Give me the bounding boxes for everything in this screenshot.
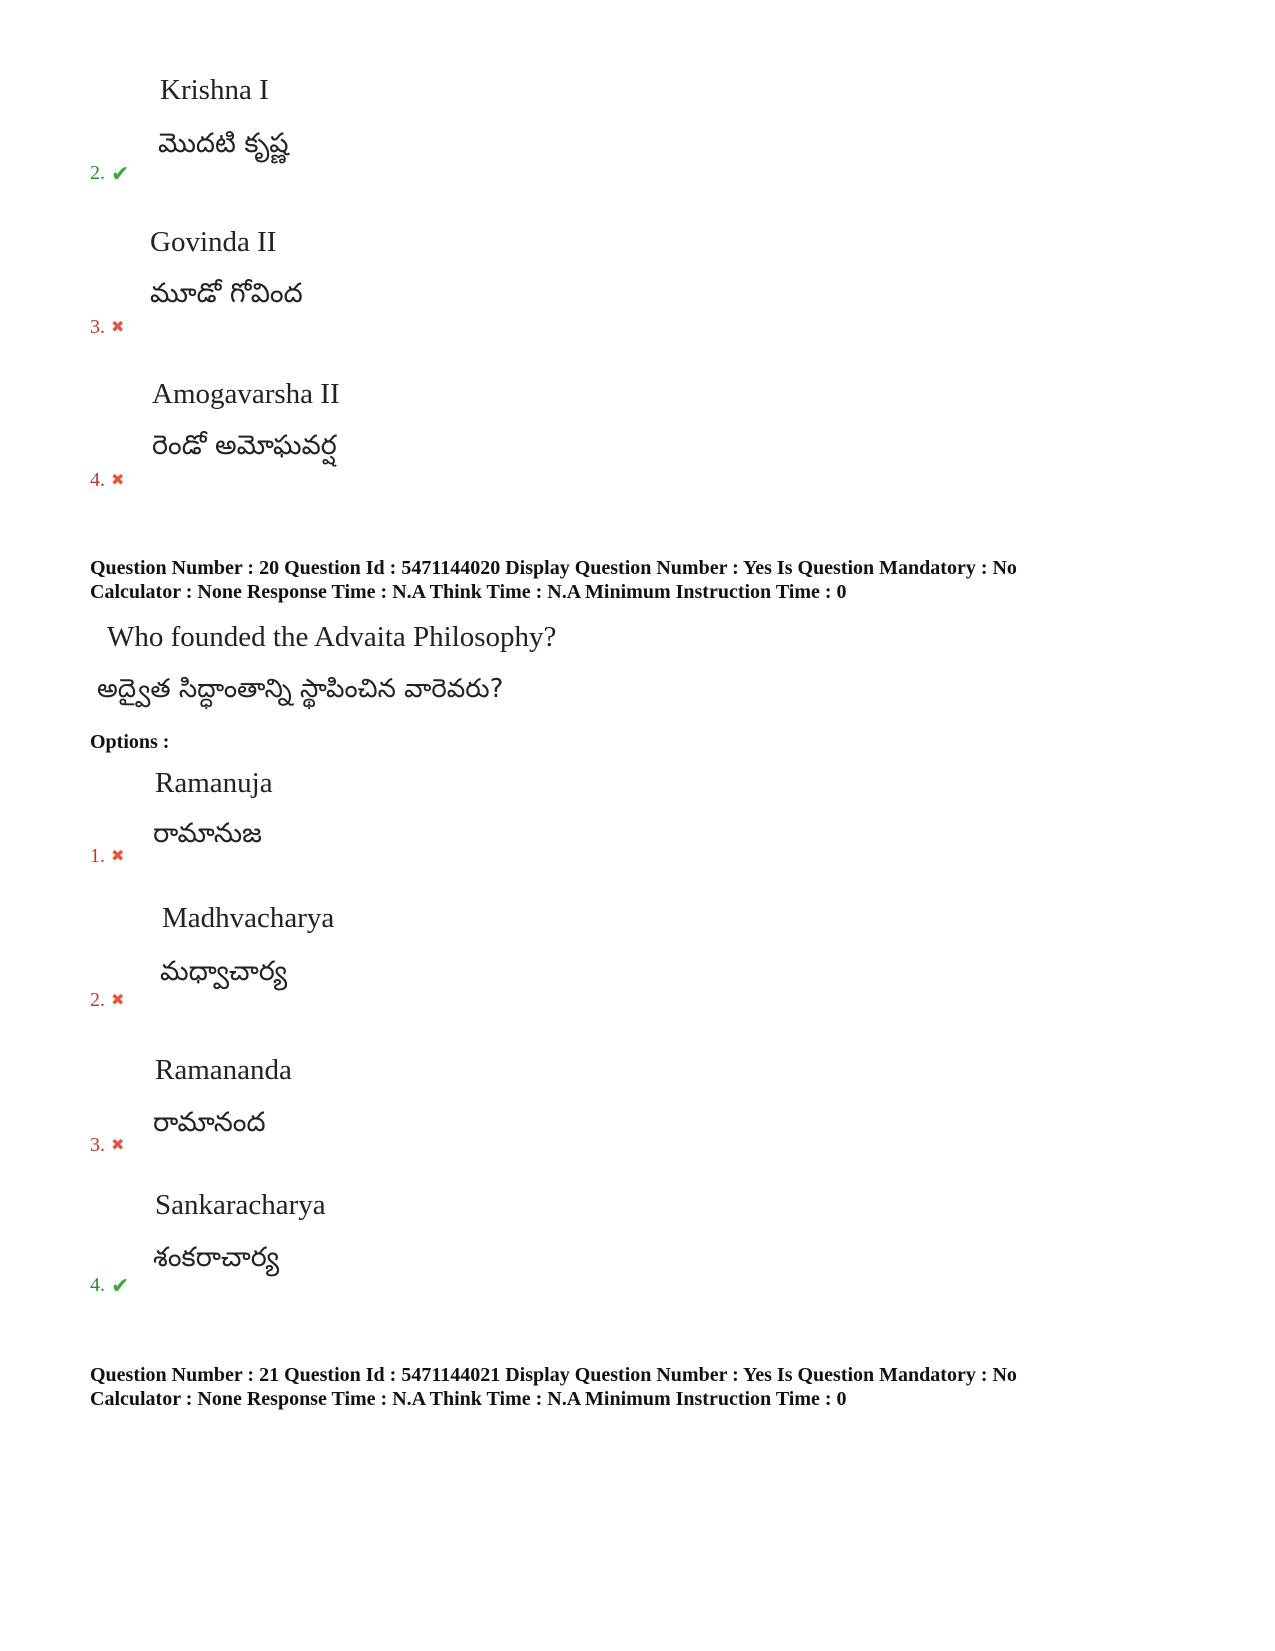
- cross-icon: ✖: [111, 1136, 125, 1154]
- prev-option-4-telugu: రెండో అమోఘవర్ష: [152, 430, 337, 461]
- prev-option-2-number: 2. ✔: [90, 160, 130, 186]
- q20-option-3-telugu: రామానంద: [153, 1107, 266, 1138]
- cross-icon: ✖: [111, 471, 125, 489]
- question-20-text-telugu: అద్వైత సిద్ధాంతాన్ని స్థాపించిన వారెవరు?: [97, 674, 504, 704]
- question-21-meta: [90, 1363, 1017, 1411]
- q20-option-2-number: 2. ✖: [90, 989, 125, 1011]
- prev-option-2-telugu: మొదటి కృష్ణ: [158, 128, 289, 159]
- q20-option-4-number: 4. ✔: [90, 1272, 130, 1298]
- prev-option-2-english: Krishna I: [160, 74, 269, 106]
- prev-option-3-number: 3. ✖: [90, 316, 125, 338]
- q20-option-1-telugu: రామానుజ: [153, 818, 262, 849]
- q20-option-2-english: Madhvacharya: [162, 902, 335, 934]
- question-20-meta-line1: Question Number : 20 Question Id : 5471144020 Display Question Number : Yes Is Question Mandatory : No: [90, 557, 1017, 579]
- question-20-meta-line2: Calculator : None Response Time : N.A Think Time : N.A Minimum Instruction Time : 0: [90, 581, 847, 603]
- q20-option-4-english: Sankaracharya: [155, 1189, 326, 1221]
- cross-icon: ✖: [111, 318, 125, 336]
- question-21-meta-line1: Question Number : 21 Question Id : 5471144021 Display Question Number : Yes Is Question Mandatory : No: [90, 1364, 1017, 1386]
- cross-icon: ✖: [111, 847, 125, 865]
- question-21-meta-line2: Calculator : None Response Time : N.A Think Time : N.A Minimum Instruction Time : 0: [90, 1388, 847, 1410]
- check-icon: ✔: [111, 160, 130, 186]
- q20-option-1-english: Ramanuja: [155, 767, 273, 799]
- q20-option-3-number: 3. ✖: [90, 1134, 125, 1156]
- question-20-meta: [90, 556, 1017, 604]
- prev-option-4-english: Amogavarsha II: [152, 378, 340, 410]
- options-label: Options :: [90, 731, 170, 753]
- q20-option-1-number: 1. ✖: [90, 845, 125, 867]
- prev-option-4-number: 4. ✖: [90, 469, 125, 491]
- question-20-text-english: Who founded the Advaita Philosophy?: [107, 621, 557, 653]
- prev-option-3-telugu: మూడో గోవింద: [150, 278, 303, 309]
- q20-option-3-english: Ramananda: [155, 1054, 292, 1086]
- q20-option-4-telugu: శంకరాచార్య: [153, 1242, 280, 1273]
- prev-option-3-english: Govinda II: [150, 226, 277, 258]
- cross-icon: ✖: [111, 991, 125, 1009]
- check-icon: ✔: [111, 1272, 130, 1298]
- q20-option-2-telugu: మధ్వాచార్య: [160, 956, 288, 987]
